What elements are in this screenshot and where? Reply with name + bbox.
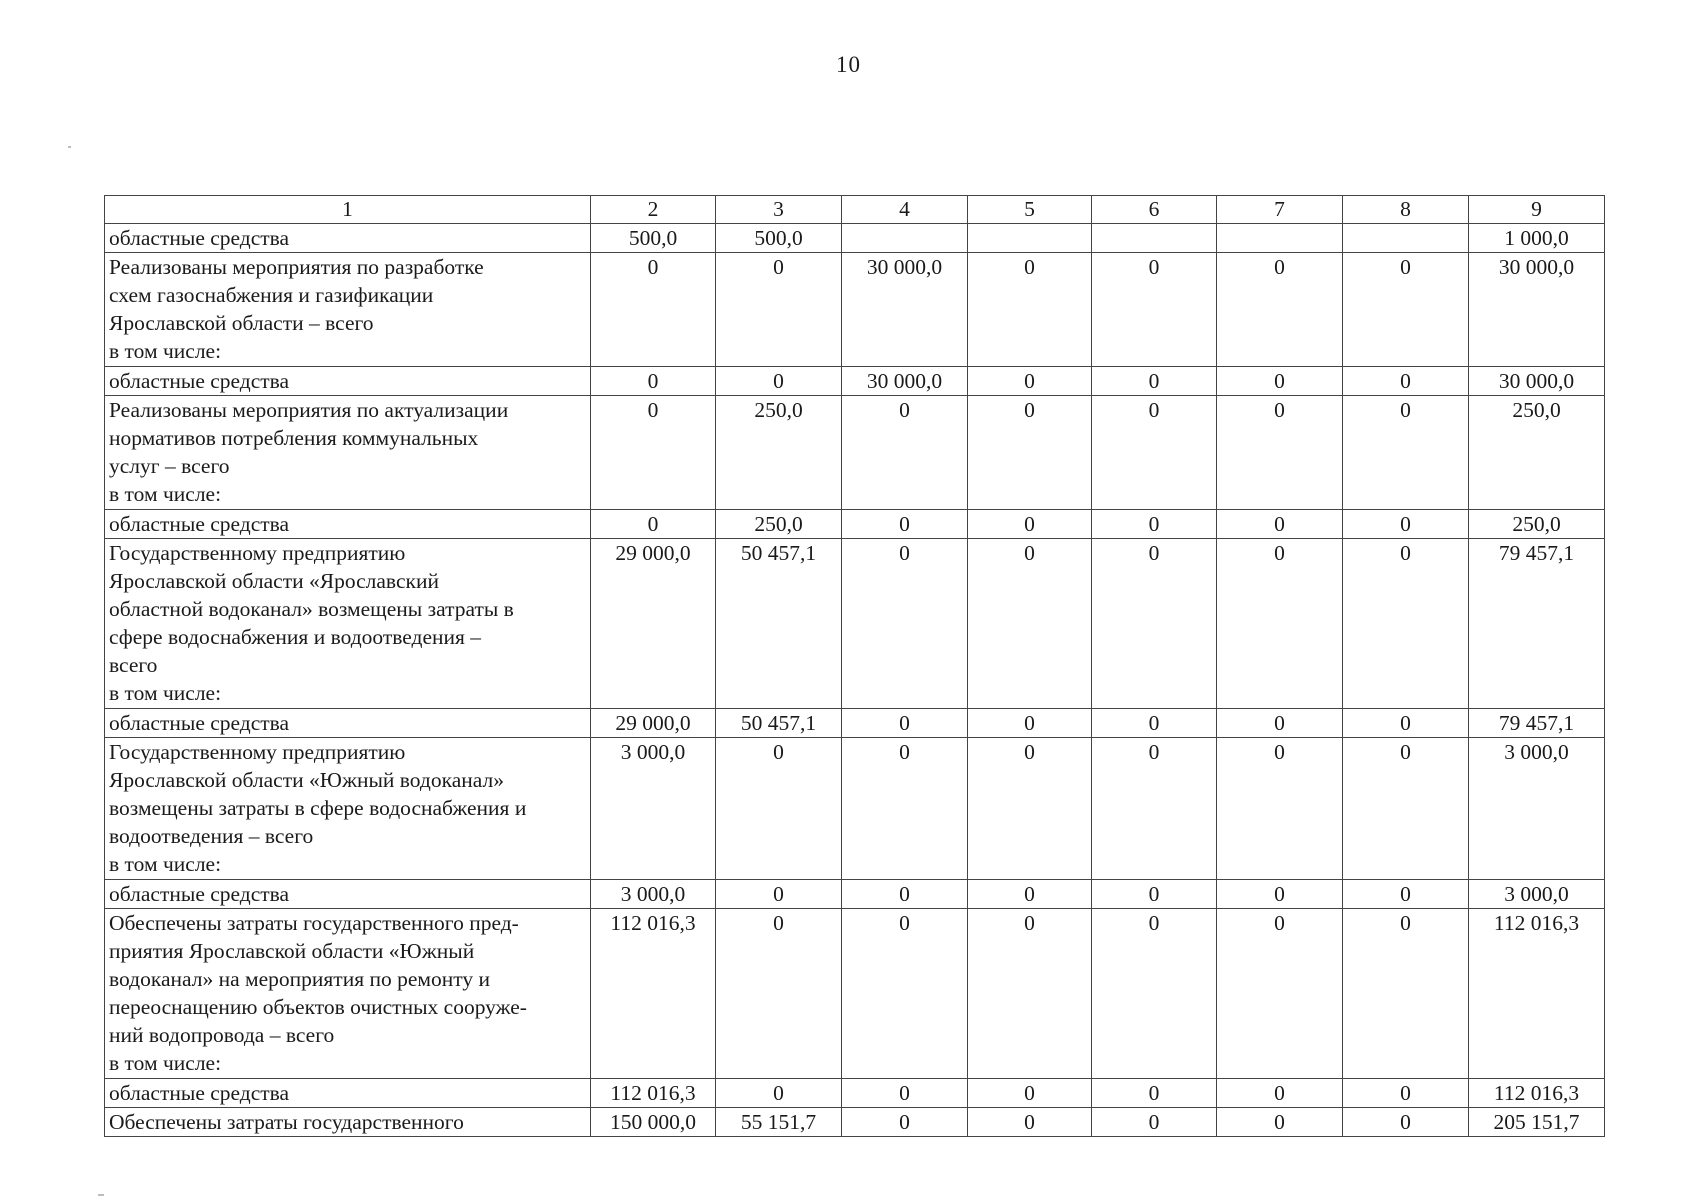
- row-description-cell: Реализованы мероприятия по разработке схем газоснабжения и газификации Ярославской области – всего в том числе:: [105, 253, 591, 367]
- row-value-cell: 29 000,0: [591, 539, 716, 709]
- header-cell: 4: [842, 196, 968, 224]
- row-value-cell: 3 000,0: [1469, 738, 1605, 880]
- table-row: [105, 510, 1605, 539]
- row-value-cell: 0: [1217, 909, 1343, 1079]
- header-cell: 8: [1343, 196, 1469, 224]
- header-cell: 7: [1217, 196, 1343, 224]
- row-value-cell: 0: [591, 510, 716, 539]
- row-description-cell: областные средства: [105, 1079, 591, 1108]
- row-value-cell: 500,0: [591, 224, 716, 253]
- row-value-cell: 0: [842, 539, 968, 709]
- row-value-cell: 0: [1217, 539, 1343, 709]
- row-value-cell: 0: [968, 1108, 1092, 1137]
- row-value-cell: 0: [968, 539, 1092, 709]
- row-value-cell: 79 457,1: [1469, 539, 1605, 709]
- table-header-row: [105, 196, 1605, 224]
- header-cell: 1: [105, 196, 591, 224]
- row-value-cell: 0: [842, 880, 968, 909]
- table-row: [105, 253, 1605, 367]
- row-value-cell: 0: [968, 253, 1092, 367]
- row-value-cell: 0: [842, 396, 968, 510]
- row-value-cell: 205 151,7: [1469, 1108, 1605, 1137]
- row-description-cell: областные средства: [105, 224, 591, 253]
- scan-speck: [68, 146, 71, 148]
- row-value-cell: 0: [1343, 909, 1469, 1079]
- row-value-cell: [842, 224, 968, 253]
- row-value-cell: 0: [1092, 253, 1217, 367]
- row-value-cell: 0: [1343, 396, 1469, 510]
- row-value-cell: 0: [716, 253, 842, 367]
- row-value-cell: 50 457,1: [716, 539, 842, 709]
- row-value-cell: 50 457,1: [716, 709, 842, 738]
- table-row: [105, 1108, 1605, 1137]
- row-value-cell: 250,0: [1469, 396, 1605, 510]
- header-cell: 2: [591, 196, 716, 224]
- scan-speck: [98, 1194, 104, 1196]
- header-cell: 5: [968, 196, 1092, 224]
- table-body: [105, 196, 1605, 1137]
- row-value-cell: 0: [1092, 510, 1217, 539]
- row-value-cell: 0: [1343, 539, 1469, 709]
- row-description-cell: Государственному предприятию Ярославской области «Южный водоканал» возмещены затраты в сфере водоснабжения и водоотведения – всего в том числе:: [105, 738, 591, 880]
- row-value-cell: 0: [1092, 738, 1217, 880]
- row-value-cell: 30 000,0: [842, 367, 968, 396]
- row-value-cell: 0: [842, 510, 968, 539]
- row-value-cell: [1343, 224, 1469, 253]
- row-value-cell: 112 016,3: [591, 1079, 716, 1108]
- header-cell: 6: [1092, 196, 1217, 224]
- row-value-cell: 30 000,0: [1469, 367, 1605, 396]
- row-value-cell: 0: [1092, 367, 1217, 396]
- row-value-cell: 0: [1092, 909, 1217, 1079]
- row-value-cell: 3 000,0: [591, 738, 716, 880]
- row-value-cell: 150 000,0: [591, 1108, 716, 1137]
- row-value-cell: 55 151,7: [716, 1108, 842, 1137]
- row-value-cell: 0: [1217, 1108, 1343, 1137]
- row-value-cell: 0: [968, 396, 1092, 510]
- row-value-cell: 30 000,0: [842, 253, 968, 367]
- row-value-cell: 112 016,3: [1469, 1079, 1605, 1108]
- row-value-cell: 0: [1343, 253, 1469, 367]
- row-value-cell: 0: [1343, 709, 1469, 738]
- header-cell: 3: [716, 196, 842, 224]
- row-value-cell: 0: [968, 367, 1092, 396]
- row-value-cell: 0: [968, 880, 1092, 909]
- row-value-cell: 0: [716, 909, 842, 1079]
- row-value-cell: 0: [1343, 738, 1469, 880]
- row-description-cell: Обеспечены затраты государственного: [105, 1108, 591, 1137]
- row-value-cell: 250,0: [1469, 510, 1605, 539]
- row-value-cell: 30 000,0: [1469, 253, 1605, 367]
- row-value-cell: 0: [591, 367, 716, 396]
- row-description-cell: областные средства: [105, 367, 591, 396]
- table-row: [105, 396, 1605, 510]
- row-value-cell: 0: [968, 738, 1092, 880]
- table-row: [105, 738, 1605, 880]
- row-description-cell: Обеспечены затраты государственного пред- приятия Ярославской области «Южный водоканал» на мероприятия по ремонту и переоснащению объектов очистных сооруже- ний водопровода – всего в том числе:: [105, 909, 591, 1079]
- row-value-cell: 0: [1343, 1079, 1469, 1108]
- row-value-cell: 0: [1217, 510, 1343, 539]
- row-value-cell: 0: [842, 709, 968, 738]
- row-value-cell: 0: [1217, 880, 1343, 909]
- table-row: [105, 709, 1605, 738]
- row-value-cell: 0: [1217, 367, 1343, 396]
- row-value-cell: 500,0: [716, 224, 842, 253]
- row-description-cell: областные средства: [105, 709, 591, 738]
- row-value-cell: 112 016,3: [591, 909, 716, 1079]
- row-value-cell: 0: [842, 1108, 968, 1137]
- row-value-cell: 0: [1092, 880, 1217, 909]
- row-value-cell: 3 000,0: [1469, 880, 1605, 909]
- row-value-cell: 0: [1092, 1108, 1217, 1137]
- table-row: [105, 1079, 1605, 1108]
- table-row: [105, 224, 1605, 253]
- row-value-cell: 250,0: [716, 510, 842, 539]
- row-value-cell: 29 000,0: [591, 709, 716, 738]
- row-value-cell: 0: [591, 396, 716, 510]
- row-value-cell: 0: [1343, 1108, 1469, 1137]
- row-value-cell: 0: [716, 1079, 842, 1108]
- row-description-cell: областные средства: [105, 510, 591, 539]
- row-value-cell: 0: [968, 909, 1092, 1079]
- row-value-cell: 0: [716, 880, 842, 909]
- row-value-cell: 0: [1343, 880, 1469, 909]
- header-cell: 9: [1469, 196, 1605, 224]
- budget-table: [104, 195, 1605, 1137]
- row-value-cell: 0: [1092, 396, 1217, 510]
- row-value-cell: [1092, 224, 1217, 253]
- row-value-cell: 0: [716, 738, 842, 880]
- row-value-cell: 0: [1343, 367, 1469, 396]
- row-value-cell: 0: [1217, 709, 1343, 738]
- page-number: 10: [836, 52, 861, 77]
- row-value-cell: 0: [968, 709, 1092, 738]
- row-description-cell: Реализованы мероприятия по актуализации нормативов потребления коммунальных услуг – всего в том числе:: [105, 396, 591, 510]
- row-value-cell: 0: [1217, 1079, 1343, 1108]
- table-row: [105, 909, 1605, 1079]
- table-row: [105, 539, 1605, 709]
- row-value-cell: 0: [842, 1079, 968, 1108]
- row-value-cell: 0: [1217, 738, 1343, 880]
- row-value-cell: 250,0: [716, 396, 842, 510]
- row-value-cell: 0: [1092, 709, 1217, 738]
- row-value-cell: 79 457,1: [1469, 709, 1605, 738]
- row-value-cell: 0: [716, 367, 842, 396]
- row-value-cell: 1 000,0: [1469, 224, 1605, 253]
- table-row: [105, 880, 1605, 909]
- table-row: [105, 367, 1605, 396]
- row-value-cell: 0: [842, 909, 968, 1079]
- row-value-cell: 0: [1217, 253, 1343, 367]
- row-value-cell: 0: [1217, 396, 1343, 510]
- row-value-cell: 3 000,0: [591, 880, 716, 909]
- row-description-cell: Государственному предприятию Ярославской области «Ярославский областной водоканал» возмещены затраты в сфере водоснабжения и водоотведения – всего в том числе:: [105, 539, 591, 709]
- row-value-cell: [968, 224, 1092, 253]
- row-value-cell: 0: [1092, 1079, 1217, 1108]
- row-value-cell: 0: [1343, 510, 1469, 539]
- row-value-cell: 0: [591, 253, 716, 367]
- row-value-cell: 112 016,3: [1469, 909, 1605, 1079]
- row-value-cell: 0: [1092, 539, 1217, 709]
- row-value-cell: 0: [968, 510, 1092, 539]
- row-value-cell: [1217, 224, 1343, 253]
- row-description-cell: областные средства: [105, 880, 591, 909]
- row-value-cell: 0: [968, 1079, 1092, 1108]
- row-value-cell: 0: [842, 738, 968, 880]
